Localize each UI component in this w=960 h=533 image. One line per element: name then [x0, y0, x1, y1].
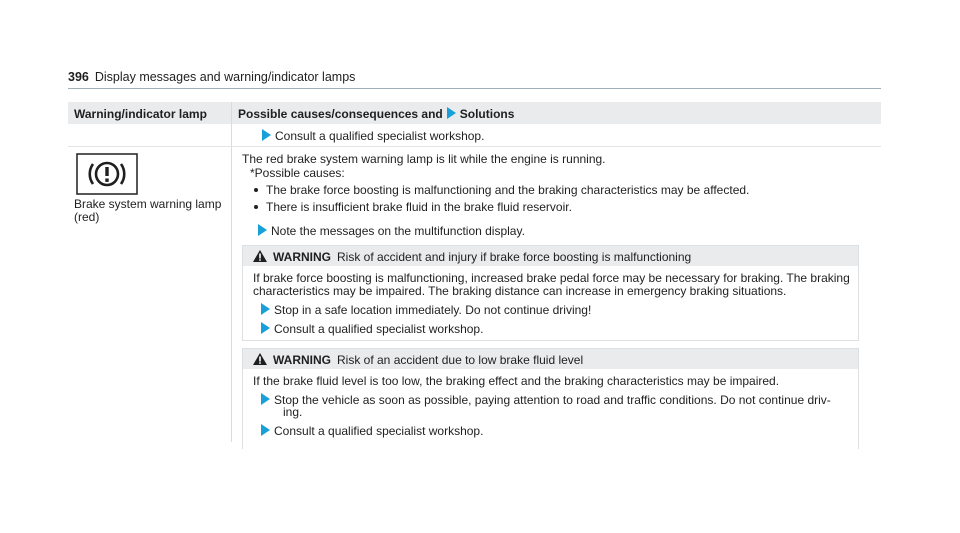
warning-title: Risk of accident and injury if brake force boosting is malfunctioning: [337, 250, 692, 264]
warning-box-brake-boost: WARNING Risk of accident and injury if brake force boosting is malfunctioning If brake force boosting is malfunctioning, increased brake pedal force may be necessary for braking. The braking characteristics may be impaired. The braking distance can increase in emergency braking situations. Stop in a safe location immediately. Do not continue driving! Consult a qualified specialist workshop.: [242, 245, 859, 341]
list-item: The brake force boosting is malfunctioning and the braking characteristics may be affected.: [254, 183, 749, 197]
col-header-lamp: Warning/indicator lamp: [74, 107, 207, 121]
causes-label: *Possible causes:: [250, 166, 345, 180]
lamp-table: [68, 102, 881, 438]
warning-triangle-icon: [253, 250, 267, 262]
row-divider: [68, 146, 881, 147]
lamp-label: Brake system warning lamp (red): [74, 197, 222, 224]
arrow-right-icon: [258, 224, 267, 236]
intro-text: The red brake system warning lamp is lit while the engine is running.: [242, 152, 606, 166]
arrow-right-icon: [447, 107, 456, 119]
col-header-causes: Possible causes/consequences and Solutions: [238, 107, 515, 121]
warning-header: [243, 349, 858, 369]
bullet-icon: [254, 205, 258, 209]
warning-triangle-icon: [253, 353, 267, 365]
brake-warning-icon: [76, 153, 138, 195]
arrow-right-icon: [261, 322, 270, 334]
warning-label: WARNING: [273, 250, 331, 264]
page-title: Display messages and warning/indicator lamps: [94, 70, 356, 84]
header-divider: [68, 88, 881, 89]
arrow-right-icon: [261, 393, 270, 405]
warning-header: [243, 246, 858, 266]
action-step: Consult a qualified specialist workshop.: [257, 322, 483, 336]
table-header: [68, 102, 881, 124]
list-item: There is insufficient brake fluid in the brake fluid reservoir.: [254, 200, 572, 214]
action-step: Consult a qualified specialist workshop.: [257, 424, 483, 438]
action-step: Consult a qualified specialist workshop.: [258, 129, 484, 143]
warning-box-brake-fluid: WARNING Risk of an accident due to low brake fluid level If the brake fluid level is too low, the braking effect and the braking characteristics may be impaired. Stop the vehicle as soon as possible, paying attention to road and traffic conditions. Do not continue driv- ing. Consult a qualified specialist workshop.: [242, 348, 859, 449]
column-divider: [231, 102, 232, 442]
bullet-icon: [254, 188, 258, 192]
action-step: Stop the vehicle as soon as possible, paying attention to road and traffic conditions. Do not continue driv-: [257, 393, 831, 407]
arrow-right-icon: [261, 303, 270, 315]
arrow-right-icon: [262, 129, 271, 141]
warning-title: Risk of an accident due to low brake fluid level: [337, 353, 584, 367]
page-header: [68, 70, 355, 84]
action-step: Stop in a safe location immediately. Do not continue driving!: [257, 303, 591, 317]
page-number: 396: [68, 70, 89, 84]
action-step: Note the messages on the multifunction display.: [254, 224, 525, 238]
warning-label: WARNING: [273, 353, 331, 367]
arrow-right-icon: [261, 424, 270, 436]
